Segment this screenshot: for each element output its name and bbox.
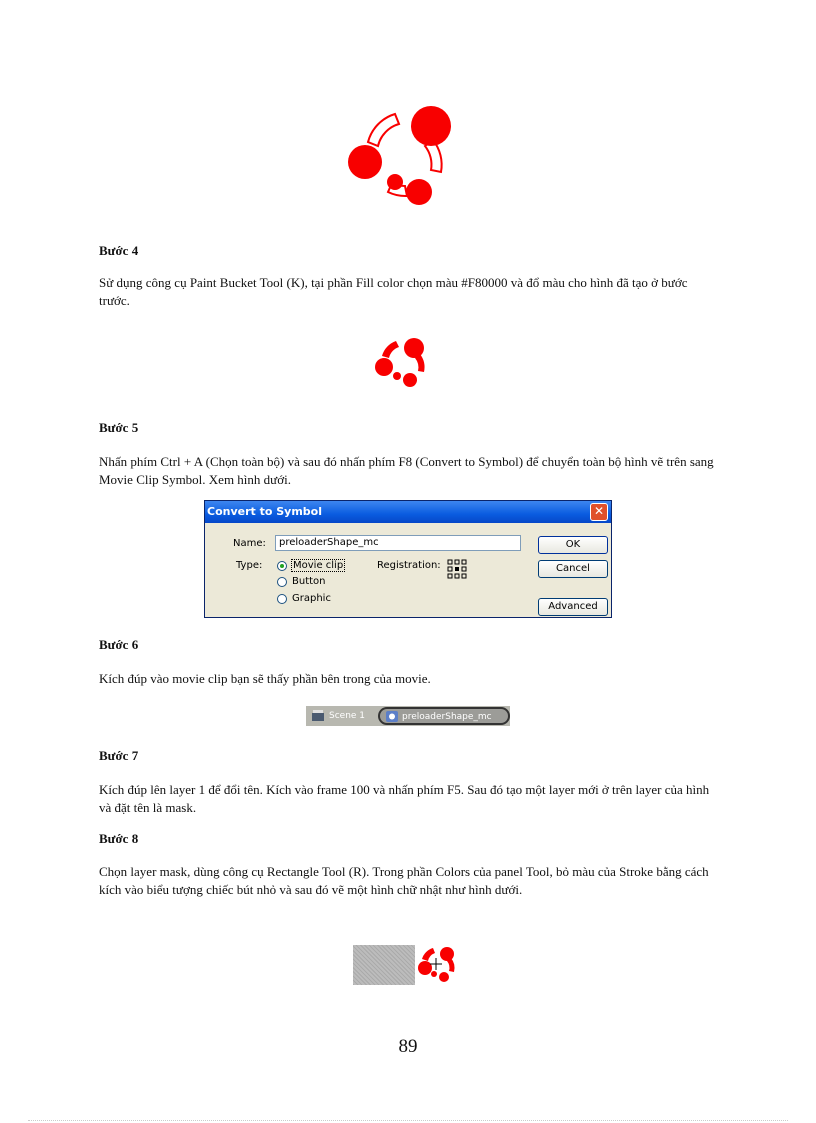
mask-rectangle [353, 945, 415, 985]
ok-button[interactable]: OK [538, 536, 608, 554]
step-6-text: Kích đúp vào movie clip bạn sẽ thấy phần bên trong của movie. [99, 671, 431, 686]
step-7-heading: Bước 7 [99, 748, 139, 763]
page-number: 89 [398, 1036, 418, 1057]
symbol-name-value: preloaderShape_mc [279, 537, 379, 548]
radio-movie-clip-label: Movie clip [293, 560, 344, 571]
radio-movie-clip[interactable] [277, 561, 287, 571]
advanced-button[interactable]: Advanced [538, 598, 608, 616]
convert-to-symbol-dialog [204, 500, 612, 618]
step-8-heading: Bước 8 [99, 831, 139, 846]
step-6-heading: Bước 6 [99, 637, 139, 652]
close-icon[interactable]: ✕ [590, 503, 608, 521]
breadcrumb-scene[interactable]: Scene 1 [329, 711, 366, 721]
breadcrumb-symbol-pill[interactable] [378, 707, 510, 725]
type-label: Type: [236, 560, 263, 571]
footer-divider [28, 1120, 788, 1121]
radio-button[interactable] [277, 577, 287, 587]
radio-graphic-label: Graphic [292, 593, 331, 604]
preloader-shape-outline [345, 100, 465, 210]
cancel-button[interactable]: Cancel [538, 560, 608, 578]
radio-graphic[interactable] [277, 594, 287, 604]
scene-icon [312, 710, 324, 722]
step-5-heading: Bước 5 [99, 420, 139, 435]
movie-clip-icon [386, 711, 398, 722]
radio-button-label: Button [292, 576, 326, 587]
timeline-breadcrumb [306, 706, 510, 726]
registration-grid-icon[interactable] [447, 559, 467, 579]
preloader-shape-with-cursor [416, 944, 462, 984]
step-5-text: Nhấn phím Ctrl + A (Chọn toàn bộ) và sau đó nhấn phím F8 (Convert to Symbol) để chuyển toàn bộ hình vẽ trên sang Movie Clip Symbol. Xem hình dưới. [99, 454, 714, 487]
step-7-text: Kích đúp lên layer 1 để đổi tên. Kích vào frame 100 và nhấn phím F5. Sau đó tạo một layer mới ở trên layer của hình và đặt tên là mask. [99, 782, 710, 815]
breadcrumb-symbol[interactable]: preloaderShape_mc [402, 712, 492, 722]
step-4-text: Sử dụng công cụ Paint Bucket Tool (K), tại phần Fill color chọn màu #F80000 và đổ màu cho hình đã tạo ở bước trước. [99, 275, 688, 308]
registration-label: Registration: [377, 560, 441, 571]
dialog-title: Convert to Symbol [205, 501, 611, 523]
step-4-heading: Bước 4 [99, 243, 139, 258]
preloader-shape-filled [372, 334, 434, 390]
step-8-text: Chọn layer mask, dùng công cụ Rectangle Tool (R). Trong phần Colors của panel Tool, bỏ màu của Stroke bằng cách kích vào biểu tượng chiếc bút nhỏ và sau đó vẽ một hình chữ nhật như hình dưới. [99, 864, 709, 897]
name-label: Name: [233, 538, 266, 549]
symbol-name-input[interactable] [275, 535, 521, 551]
